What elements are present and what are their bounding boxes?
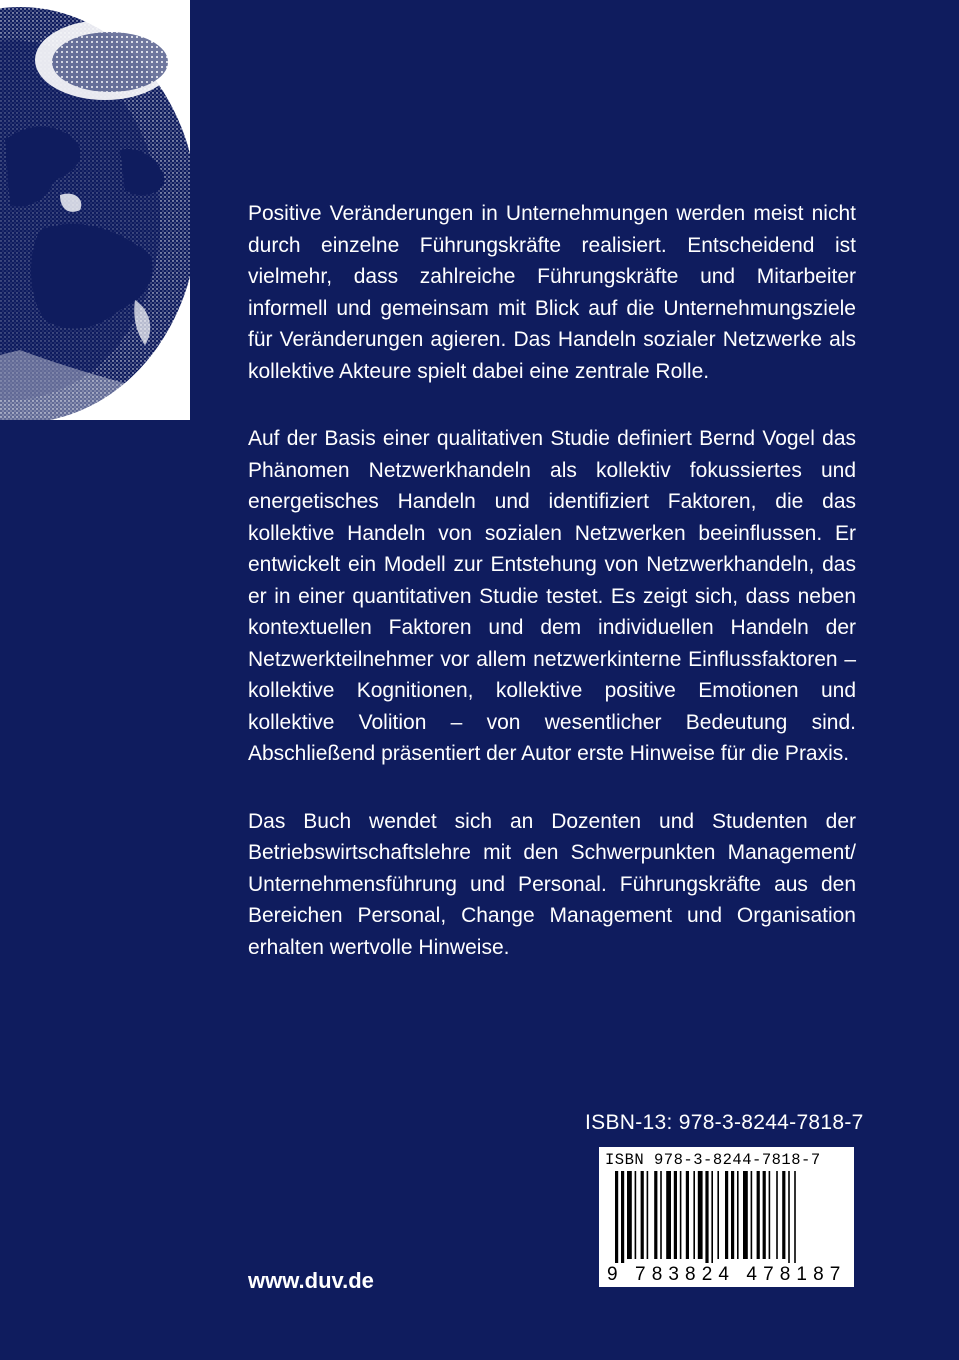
barcode-bar	[731, 1171, 734, 1259]
barcode-bar	[794, 1171, 796, 1263]
barcode-bar	[666, 1171, 671, 1259]
back-cover-blurb	[248, 198, 856, 999]
blurb-paragraph-1: Positive Veränderungen in Unternehmungen werden meist nicht durch einzelne Führungskräfte realisiert. Entscheidend ist vielmehr, dass zahlreiche Führungskräfte und Mitarbeiter informell und gemeinsam mit Blick auf die Unternehmungsziele für Veränderungen agieren. Das Handeln sozialer Netzwerke als kollektive Akteure spielt dabei eine zentrale Rolle.	[248, 202, 856, 383]
barcode-bar	[627, 1171, 632, 1259]
barcode-bar	[711, 1171, 713, 1263]
publisher-url: www.duv.de	[248, 1268, 374, 1293]
barcode-bar	[686, 1171, 689, 1259]
barcode-bar	[757, 1171, 760, 1259]
barcode-bar	[776, 1171, 778, 1259]
barcode-bar	[717, 1171, 719, 1259]
barcode-bar	[737, 1171, 739, 1259]
barcode-bar	[674, 1171, 677, 1259]
barcode-bar	[635, 1171, 637, 1259]
barcode-bar	[647, 1171, 649, 1259]
blurb-paragraph-2: Auf der Basis einer qualitativen Studie definiert Bernd Vogel das Phänomen Netzwerkhandeln als kollektiv fokussiertes und energetisches Handeln und identifiziert Faktoren, die das kollektive Handeln von sozialen Netzwerken beeinflussen. Er entwickelt ein Modell zur Entstehung von Netzwerkhandeln, das er in einer quantitativen Studie testet. Es zeigt sich, dass neben kontextuellen Faktoren und dem individuellen Handeln der Netzwerkteilnehmer vor allem netzwerkinterne Einflussfaktoren – kollektive Kognitionen, kollektive positive Emotionen und kollektive Volition – von wesentlicher Bedeutung sind. Abschließend präsentiert der Autor erste Hinweise für die Praxis.	[248, 427, 856, 765]
barcode-bar	[641, 1171, 644, 1259]
barcode-bar	[615, 1171, 618, 1263]
barcode-bar	[769, 1171, 771, 1259]
barcode-bar	[654, 1171, 657, 1259]
barcode-bar	[698, 1171, 703, 1259]
isbn-barcode	[599, 1147, 854, 1287]
barcode-bar	[705, 1171, 708, 1263]
barcode-icon	[599, 1171, 854, 1263]
barcode-bar	[751, 1171, 753, 1259]
barcode-bar	[693, 1171, 695, 1259]
barcode-digits: 9 783824 478187	[607, 1264, 847, 1285]
barcode-bar	[763, 1171, 766, 1259]
globe-illustration	[0, 0, 190, 420]
isbn-label: ISBN-13: 978-3-8244-7818-7	[585, 1111, 864, 1134]
barcode-bar	[660, 1171, 662, 1259]
barcode-bar	[621, 1171, 624, 1263]
barcode-bar	[743, 1171, 748, 1259]
barcode-bar	[782, 1171, 785, 1259]
barcode-bar	[788, 1171, 790, 1263]
barcode-bar	[680, 1171, 682, 1259]
blurb-paragraph-3: Das Buch wendet sich an Dozenten und Studenten der Betriebswirtschaftslehre mit den Schwerpunkten Management/ Unternehmensführung und Personal. Führungskräfte aus den Bereichen Personal, Change Management und Organisation erhalten wertvolle Hinweise.	[248, 809, 856, 959]
barcode-bar	[725, 1171, 728, 1259]
globe-icon	[0, 0, 190, 420]
barcode-isbn-text: ISBN 978-3-8244-7818-7	[605, 1151, 821, 1169]
